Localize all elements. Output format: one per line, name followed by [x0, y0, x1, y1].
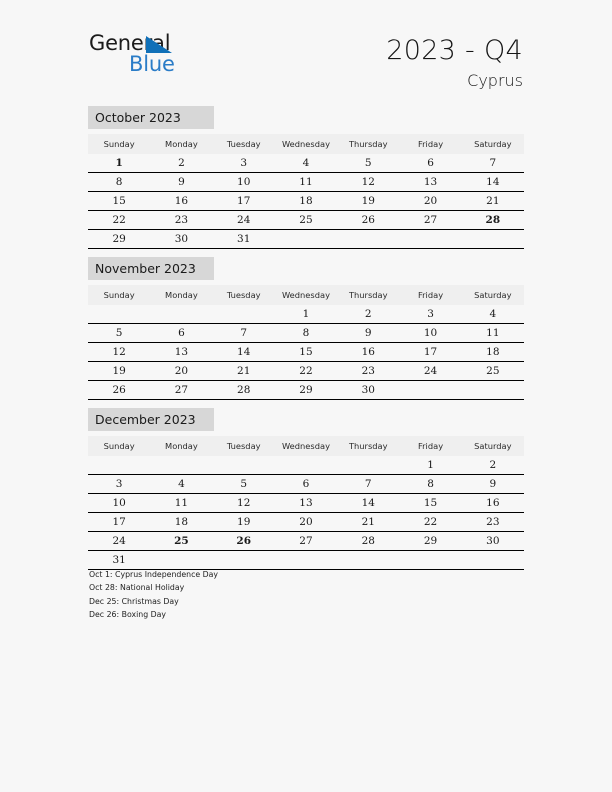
calendar-day-empty: [213, 305, 275, 324]
calendar-day[interactable]: 29: [88, 230, 150, 249]
calendar-day[interactable]: 16: [150, 192, 212, 211]
weekday-header-monday: Monday: [150, 134, 212, 154]
calendar-day-empty: [399, 230, 461, 249]
calendar-day-empty: [337, 456, 399, 475]
holiday-legend-item: Oct 28: National Holiday: [89, 583, 185, 593]
weekday-header-tuesday: Tuesday: [213, 285, 275, 305]
calendar-day[interactable]: 12: [337, 173, 399, 192]
month-label: October 2023: [88, 106, 214, 129]
weekday-header-tuesday: Tuesday: [213, 134, 275, 154]
calendar-week-row: [88, 230, 524, 249]
calendar-day-empty: [275, 230, 337, 249]
calendar-day-empty: [462, 230, 524, 249]
calendar-day[interactable]: 4: [462, 305, 524, 324]
calendar-day[interactable]: 15: [275, 343, 337, 362]
calendar-day[interactable]: 9: [150, 173, 212, 192]
calendar-day[interactable]: 29: [275, 381, 337, 400]
calendar-day[interactable]: 10: [399, 324, 461, 343]
calendar-day[interactable]: 12: [88, 343, 150, 362]
calendar-day[interactable]: 26: [88, 381, 150, 400]
weekday-header-wednesday: Wednesday: [275, 436, 337, 456]
calendar-day[interactable]: 20: [275, 513, 337, 532]
weekday-header-row: [88, 134, 524, 154]
calendar-day[interactable]: 20: [150, 362, 212, 381]
calendar-week-row: [88, 324, 524, 343]
calendar-day[interactable]: 5: [88, 324, 150, 343]
calendar-week-row: [88, 305, 524, 324]
weekday-header-friday: Friday: [399, 134, 461, 154]
calendar-day[interactable]: 11: [275, 173, 337, 192]
calendar-day-empty: [213, 456, 275, 475]
calendar-day[interactable]: 11: [462, 324, 524, 343]
calendar-day-empty: [150, 305, 212, 324]
calendar-day[interactable]: 27: [399, 211, 461, 230]
calendar-week-row: [88, 551, 524, 570]
logo-text-general: General: [89, 31, 171, 55]
calendar-day[interactable]: 30: [337, 381, 399, 400]
calendar-grid-october: [88, 134, 524, 249]
month-block-october: [88, 106, 524, 249]
month-label: November 2023: [88, 257, 214, 280]
calendar-day[interactable]: 18: [462, 343, 524, 362]
weekday-header-wednesday: Wednesday: [275, 134, 337, 154]
calendar-day-empty: [275, 456, 337, 475]
calendar-day[interactable]: 2: [462, 456, 524, 475]
calendar-day[interactable]: 25: [462, 362, 524, 381]
calendar-day[interactable]: 1: [275, 305, 337, 324]
calendar-day[interactable]: 10: [213, 173, 275, 192]
calendar-day-empty: [150, 456, 212, 475]
calendar-day-empty: [150, 551, 212, 570]
calendar-day[interactable]: 23: [462, 513, 524, 532]
calendar-day-empty: [88, 305, 150, 324]
calendar-day[interactable]: 9: [337, 324, 399, 343]
calendar-day-holiday[interactable]: 28: [462, 211, 524, 230]
calendar-day[interactable]: 4: [275, 154, 337, 173]
calendar-week-row: [88, 494, 524, 513]
calendar-day[interactable]: 26: [337, 211, 399, 230]
weekday-header-row: [88, 436, 524, 456]
holiday-legend-item: Dec 25: Christmas Day: [89, 596, 179, 606]
calendar-day-empty: [399, 381, 461, 400]
calendar-day[interactable]: 3: [399, 305, 461, 324]
calendar-day[interactable]: 30: [462, 532, 524, 551]
calendar-day[interactable]: 21: [213, 362, 275, 381]
calendar-week-row: [88, 362, 524, 381]
calendar-body: [88, 456, 524, 570]
weekday-header-sunday: Sunday: [88, 285, 150, 305]
calendar-day[interactable]: 6: [150, 324, 212, 343]
calendar-day[interactable]: 20: [399, 192, 461, 211]
weekday-header-friday: Friday: [399, 285, 461, 305]
calendar-day[interactable]: 23: [150, 211, 212, 230]
general-blue-logo: [89, 32, 289, 84]
calendar-week-row: [88, 343, 524, 362]
calendar-day[interactable]: 2: [337, 305, 399, 324]
calendar-day[interactable]: 24: [88, 532, 150, 551]
calendar-day-holiday[interactable]: 25: [150, 532, 212, 551]
calendar-day[interactable]: 21: [462, 192, 524, 211]
calendar-day[interactable]: 12: [213, 494, 275, 513]
calendar-week-row: [88, 475, 524, 494]
calendar-week-row: [88, 211, 524, 230]
month-block-december: [88, 408, 524, 570]
calendar-day[interactable]: 8: [88, 173, 150, 192]
calendar-day[interactable]: 16: [337, 343, 399, 362]
calendar-week-row: [88, 192, 524, 211]
calendar-day[interactable]: 18: [150, 513, 212, 532]
logo-triangle-icon: [146, 36, 172, 53]
calendar-day[interactable]: 3: [213, 154, 275, 173]
weekday-header-thursday: Thursday: [337, 436, 399, 456]
calendar-day[interactable]: 17: [88, 513, 150, 532]
weekday-header-tuesday: Tuesday: [213, 436, 275, 456]
calendar-day[interactable]: 28: [337, 532, 399, 551]
calendar-day[interactable]: 17: [399, 343, 461, 362]
weekday-header-row: [88, 285, 524, 305]
calendar-week-row: [88, 381, 524, 400]
title-block: [386, 36, 523, 91]
calendar-day[interactable]: 22: [275, 362, 337, 381]
calendar-day[interactable]: 30: [150, 230, 212, 249]
calendar-day[interactable]: 24: [399, 362, 461, 381]
weekday-header-wednesday: Wednesday: [275, 285, 337, 305]
calendar-grid-november: [88, 285, 524, 400]
page-subtitle-country: Cyprus: [467, 71, 523, 90]
calendar-day[interactable]: 23: [337, 362, 399, 381]
calendar-day[interactable]: 31: [213, 230, 275, 249]
calendar-day[interactable]: 2: [150, 154, 212, 173]
weekday-header-monday: Monday: [150, 285, 212, 305]
calendar-day[interactable]: 24: [213, 211, 275, 230]
calendar-day[interactable]: 7: [462, 154, 524, 173]
calendar-week-row: [88, 456, 524, 475]
calendar-day[interactable]: 8: [399, 475, 461, 494]
calendar-day[interactable]: 1: [399, 456, 461, 475]
calendar-day[interactable]: 7: [337, 475, 399, 494]
weekday-header-sunday: Sunday: [88, 436, 150, 456]
calendar-grid-december: [88, 436, 524, 570]
calendar-day[interactable]: 7: [213, 324, 275, 343]
calendar-day[interactable]: 5: [337, 154, 399, 173]
weekday-header-saturday: Saturday: [462, 134, 524, 154]
weekday-header-monday: Monday: [150, 436, 212, 456]
calendar-day-empty: [88, 456, 150, 475]
calendar-day[interactable]: 22: [399, 513, 461, 532]
calendar-week-row: [88, 154, 524, 173]
calendar-day[interactable]: 19: [337, 192, 399, 211]
calendar-day-empty: [462, 381, 524, 400]
calendar-day[interactable]: 19: [213, 513, 275, 532]
calendar-day[interactable]: 21: [337, 513, 399, 532]
calendar-week-row: [88, 532, 524, 551]
calendar-body: [88, 305, 524, 400]
calendar-day-empty: [275, 551, 337, 570]
weekday-header-friday: Friday: [399, 436, 461, 456]
calendar-day[interactable]: 8: [275, 324, 337, 343]
calendar-day[interactable]: 13: [399, 173, 461, 192]
weekday-header-saturday: Saturday: [462, 285, 524, 305]
calendar-day[interactable]: 29: [399, 532, 461, 551]
calendar-day[interactable]: 28: [213, 381, 275, 400]
calendar-day[interactable]: 5: [213, 475, 275, 494]
calendar-day-empty: [213, 551, 275, 570]
month-label: December 2023: [88, 408, 214, 431]
calendar-day-empty: [337, 551, 399, 570]
calendar-body: [88, 154, 524, 249]
calendar-day[interactable]: 10: [88, 494, 150, 513]
holiday-legend-item: Oct 1: Cyprus Independence Day: [89, 570, 219, 579]
calendar-day[interactable]: 15: [88, 192, 150, 211]
calendar-day-holiday[interactable]: 1: [88, 154, 150, 173]
calendar-day[interactable]: 14: [462, 173, 524, 192]
calendar-day[interactable]: 25: [275, 211, 337, 230]
logo-text-blue: Blue: [129, 52, 175, 76]
calendar-day[interactable]: 17: [213, 192, 275, 211]
holiday-legend: [89, 568, 509, 621]
calendar-day[interactable]: 19: [88, 362, 150, 381]
weekday-header-thursday: Thursday: [337, 134, 399, 154]
calendar-day-holiday[interactable]: 26: [213, 532, 275, 551]
calendar-day[interactable]: 27: [275, 532, 337, 551]
weekday-header-saturday: Saturday: [462, 436, 524, 456]
weekday-header-sunday: Sunday: [88, 134, 150, 154]
calendar-week-row: [88, 513, 524, 532]
page-title: 2023 - Q4: [386, 35, 523, 66]
calendar-day[interactable]: 13: [150, 343, 212, 362]
calendar-week-row: [88, 173, 524, 192]
calendar-day[interactable]: 18: [275, 192, 337, 211]
calendar-day-empty: [462, 551, 524, 570]
calendar-day[interactable]: 9: [462, 475, 524, 494]
calendar-day[interactable]: 4: [150, 475, 212, 494]
calendar-day[interactable]: 13: [275, 494, 337, 513]
calendar-day[interactable]: 6: [399, 154, 461, 173]
calendar-day[interactable]: 14: [213, 343, 275, 362]
month-block-november: [88, 257, 524, 400]
weekday-header-thursday: Thursday: [337, 285, 399, 305]
holiday-legend-item: Dec 26: Boxing Day: [89, 609, 167, 619]
calendar-day[interactable]: 11: [150, 494, 212, 513]
calendar-day[interactable]: 6: [275, 475, 337, 494]
calendar-day-empty: [337, 230, 399, 249]
calendar-day[interactable]: 3: [88, 475, 150, 494]
calendar-day[interactable]: 15: [399, 494, 461, 513]
calendar-day[interactable]: 16: [462, 494, 524, 513]
calendar-day[interactable]: 31: [88, 551, 150, 570]
calendar-day-empty: [399, 551, 461, 570]
page-header: [0, 0, 612, 96]
calendar-day[interactable]: 14: [337, 494, 399, 513]
calendar-day[interactable]: 27: [150, 381, 212, 400]
calendar-day[interactable]: 22: [88, 211, 150, 230]
